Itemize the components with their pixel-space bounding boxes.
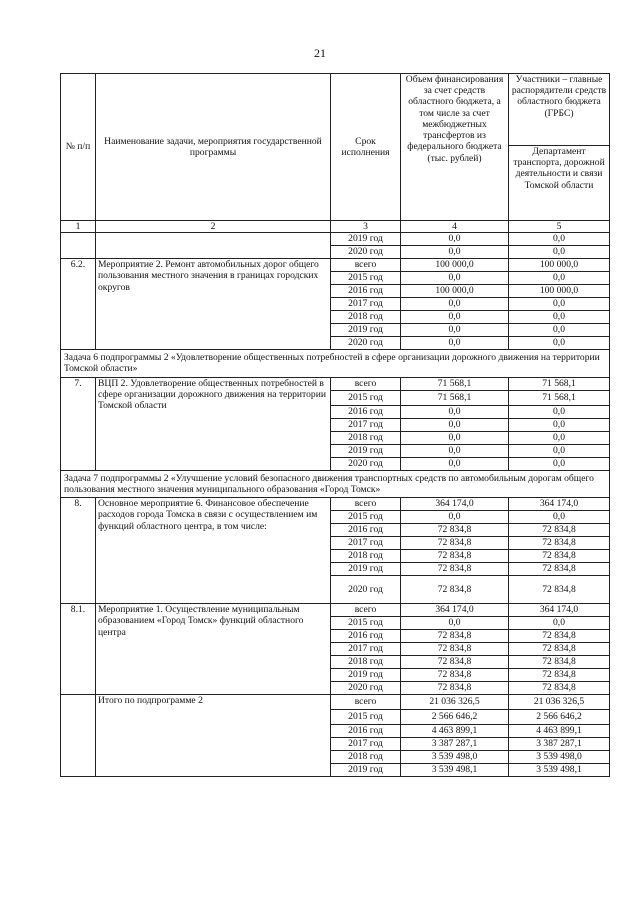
row-participant: 364 174,0 <box>509 604 610 617</box>
row-amount: 72 834,8 <box>401 537 509 550</box>
row-num: 8.1. <box>61 604 96 695</box>
row-amount: 0,0 <box>401 418 509 431</box>
row-participant: 0,0 <box>509 272 610 285</box>
row-amount: 100 000,0 <box>401 285 509 298</box>
column-numbers-row <box>61 221 610 233</box>
column-number: 4 <box>401 221 509 233</box>
row-name: Итого по подпрограмме 2 <box>96 695 331 777</box>
row-participant: 71 568,1 <box>509 390 610 405</box>
task-row <box>61 470 610 497</box>
row-year: 2018 год <box>331 656 401 669</box>
row-amount: 0,0 <box>401 233 509 246</box>
row-num-empty <box>61 233 96 259</box>
row-participant: 2 566 646,2 <box>509 710 610 725</box>
row-amount: 21 036 326,5 <box>401 695 509 710</box>
row-participant: 72 834,8 <box>509 550 610 563</box>
row-participant: 100 000,0 <box>509 259 610 272</box>
row-participant: 0,0 <box>509 444 610 457</box>
table-row <box>61 695 610 710</box>
column-number: 2 <box>96 221 331 233</box>
row-year: 2017 год <box>331 537 401 550</box>
row-amount: 71 568,1 <box>401 390 509 405</box>
row-amount: 364 174,0 <box>401 604 509 617</box>
header-department: Департамент транспорта, дорожной деятельности и связи Томской области <box>509 146 610 221</box>
row-amount: 3 539 498,1 <box>401 764 509 777</box>
row-participant: 72 834,8 <box>509 563 610 576</box>
row-participant: 3 539 498,0 <box>509 751 610 764</box>
row-year: 2020 год <box>331 337 401 350</box>
row-year: 2017 год <box>331 643 401 656</box>
row-participant: 0,0 <box>509 617 610 630</box>
row-participant: 0,0 <box>509 511 610 524</box>
row-year: 2018 год <box>331 751 401 764</box>
row-participant: 72 834,8 <box>509 537 610 550</box>
row-amount: 3 387 287,1 <box>401 738 509 751</box>
row-participant: 72 834,8 <box>509 656 610 669</box>
header-term: Срок исполнения <box>331 74 401 221</box>
row-year: 2016 год <box>331 285 401 298</box>
row-participant: 4 463 899,1 <box>509 725 610 738</box>
row-participant: 0,0 <box>509 457 610 470</box>
row-amount: 0,0 <box>401 272 509 285</box>
row-year: всего <box>331 259 401 272</box>
table-row <box>61 233 610 246</box>
row-year: 2019 год <box>331 324 401 337</box>
page-number: 21 <box>314 46 326 60</box>
row-participant: 364 174,0 <box>509 498 610 511</box>
header-num: № п/п <box>61 74 96 221</box>
header-funding: Объем финансирования за счет средств областного бюджета, а том числе за счет межбюджетных трансфертов из федерального бюджета (тыс. рублей) <box>401 74 509 221</box>
row-participant: 71 568,1 <box>509 377 610 390</box>
row-amount: 364 174,0 <box>401 498 509 511</box>
header-name: Наименование задачи, мероприятия государственной программы <box>96 74 331 221</box>
row-name: Мероприятие 2. Ремонт автомобильных дорог общего пользования местного значения в границах городских округов <box>96 259 331 350</box>
row-participant: 0,0 <box>509 298 610 311</box>
row-year: 2015 год <box>331 617 401 630</box>
row-amount: 0,0 <box>401 617 509 630</box>
row-amount: 72 834,8 <box>401 563 509 576</box>
row-year: всего <box>331 377 401 390</box>
row-year: 2018 год <box>331 550 401 563</box>
row-participant: 72 834,8 <box>509 669 610 682</box>
column-number: 3 <box>331 221 401 233</box>
row-year: 2019 год <box>331 669 401 682</box>
row-participant: 100 000,0 <box>509 285 610 298</box>
row-year: 2020 год <box>331 246 401 259</box>
row-num: 8. <box>61 498 96 604</box>
row-amount: 72 834,8 <box>401 656 509 669</box>
row-participant: 21 036 326,5 <box>509 695 610 710</box>
row-amount: 72 834,8 <box>401 524 509 537</box>
row-year: 2019 год <box>331 764 401 777</box>
row-participant: 72 834,8 <box>509 630 610 643</box>
row-participant: 0,0 <box>509 405 610 418</box>
column-number: 1 <box>61 221 96 233</box>
row-amount: 0,0 <box>401 298 509 311</box>
row-amount: 72 834,8 <box>401 576 509 604</box>
row-year: всего <box>331 604 401 617</box>
row-amount: 0,0 <box>401 311 509 324</box>
row-amount: 0,0 <box>401 246 509 259</box>
column-number: 5 <box>509 221 610 233</box>
row-num <box>61 695 96 777</box>
row-amount: 72 834,8 <box>401 682 509 695</box>
table-row <box>61 604 610 617</box>
row-amount: 71 568,1 <box>401 377 509 390</box>
row-amount: 3 539 498,0 <box>401 751 509 764</box>
row-year: 2019 год <box>331 233 401 246</box>
row-amount: 0,0 <box>401 511 509 524</box>
task-text: Задача 7 подпрограммы 2 «Улучшение условий безопасного движения транспортных средств по автомобильным дорогам общего пользования местного значения муниципального образования «Город Томск» <box>61 470 610 497</box>
row-year: 2018 год <box>331 311 401 324</box>
row-year: 2016 год <box>331 524 401 537</box>
row-amount: 72 834,8 <box>401 630 509 643</box>
task-text: Задача 6 подпрограммы 2 «Удовлетворение общественных потребностей в сфере организации дорожного движения на территории Томской области» <box>61 350 610 377</box>
row-amount: 4 463 899,1 <box>401 725 509 738</box>
row-year: 2019 год <box>331 444 401 457</box>
row-year: 2015 год <box>331 390 401 405</box>
row-year: 2017 год <box>331 738 401 751</box>
row-participant: 0,0 <box>509 324 610 337</box>
header-participants: Участники – главные распорядители средств областного бюджета (ГРБС) <box>509 74 610 146</box>
row-year: 2017 год <box>331 298 401 311</box>
row-name: Основное мероприятие 6. Финансовое обеспечение расходов города Томска в связи с осуществлением им функций областного центра, в том числе: <box>96 498 331 604</box>
row-year: 2018 год <box>331 431 401 444</box>
row-participant: 72 834,8 <box>509 682 610 695</box>
row-name-empty <box>96 233 331 259</box>
table-row <box>61 377 610 390</box>
row-amount: 0,0 <box>401 324 509 337</box>
row-participant: 3 387 287,1 <box>509 738 610 751</box>
row-year: всего <box>331 695 401 710</box>
row-amount: 0,0 <box>401 457 509 470</box>
table-row <box>61 259 610 272</box>
row-amount: 100 000,0 <box>401 259 509 272</box>
row-participant: 0,0 <box>509 311 610 324</box>
row-year: 2017 год <box>331 418 401 431</box>
row-amount: 0,0 <box>401 405 509 418</box>
task-row <box>61 350 610 377</box>
row-year: 2020 год <box>331 682 401 695</box>
row-name: ВЦП 2. Удовлетворение общественных потребностей в сфере организации дорожного движения на территории Томской области <box>96 377 331 470</box>
program-table <box>60 73 610 777</box>
row-amount: 2 566 646,2 <box>401 710 509 725</box>
row-year: 2020 год <box>331 457 401 470</box>
row-name: Мероприятие 1. Осуществление муниципальным образованием «Город Томск» функций областного центра <box>96 604 331 695</box>
row-year: 2015 год <box>331 710 401 725</box>
row-participant: 0,0 <box>509 233 610 246</box>
row-participant: 0,0 <box>509 431 610 444</box>
row-participant: 0,0 <box>509 418 610 431</box>
row-year: 2019 год <box>331 563 401 576</box>
header-row <box>61 74 610 146</box>
row-amount: 0,0 <box>401 444 509 457</box>
row-amount: 72 834,8 <box>401 669 509 682</box>
row-num: 7. <box>61 377 96 470</box>
row-amount: 0,0 <box>401 431 509 444</box>
row-amount: 72 834,8 <box>401 643 509 656</box>
row-amount: 72 834,8 <box>401 550 509 563</box>
row-year: всего <box>331 498 401 511</box>
row-year: 2016 год <box>331 630 401 643</box>
row-year: 2016 год <box>331 405 401 418</box>
row-year: 2016 год <box>331 725 401 738</box>
row-year: 2015 год <box>331 272 401 285</box>
row-participant: 72 834,8 <box>509 524 610 537</box>
row-participant: 3 539 498,1 <box>509 764 610 777</box>
row-amount: 0,0 <box>401 337 509 350</box>
row-year: 2020 год <box>331 576 401 604</box>
row-participant: 0,0 <box>509 246 610 259</box>
row-participant: 72 834,8 <box>509 643 610 656</box>
row-num: 6.2. <box>61 259 96 350</box>
row-participant: 0,0 <box>509 337 610 350</box>
table-row <box>61 498 610 511</box>
row-participant: 72 834,8 <box>509 576 610 604</box>
row-year: 2015 год <box>331 511 401 524</box>
